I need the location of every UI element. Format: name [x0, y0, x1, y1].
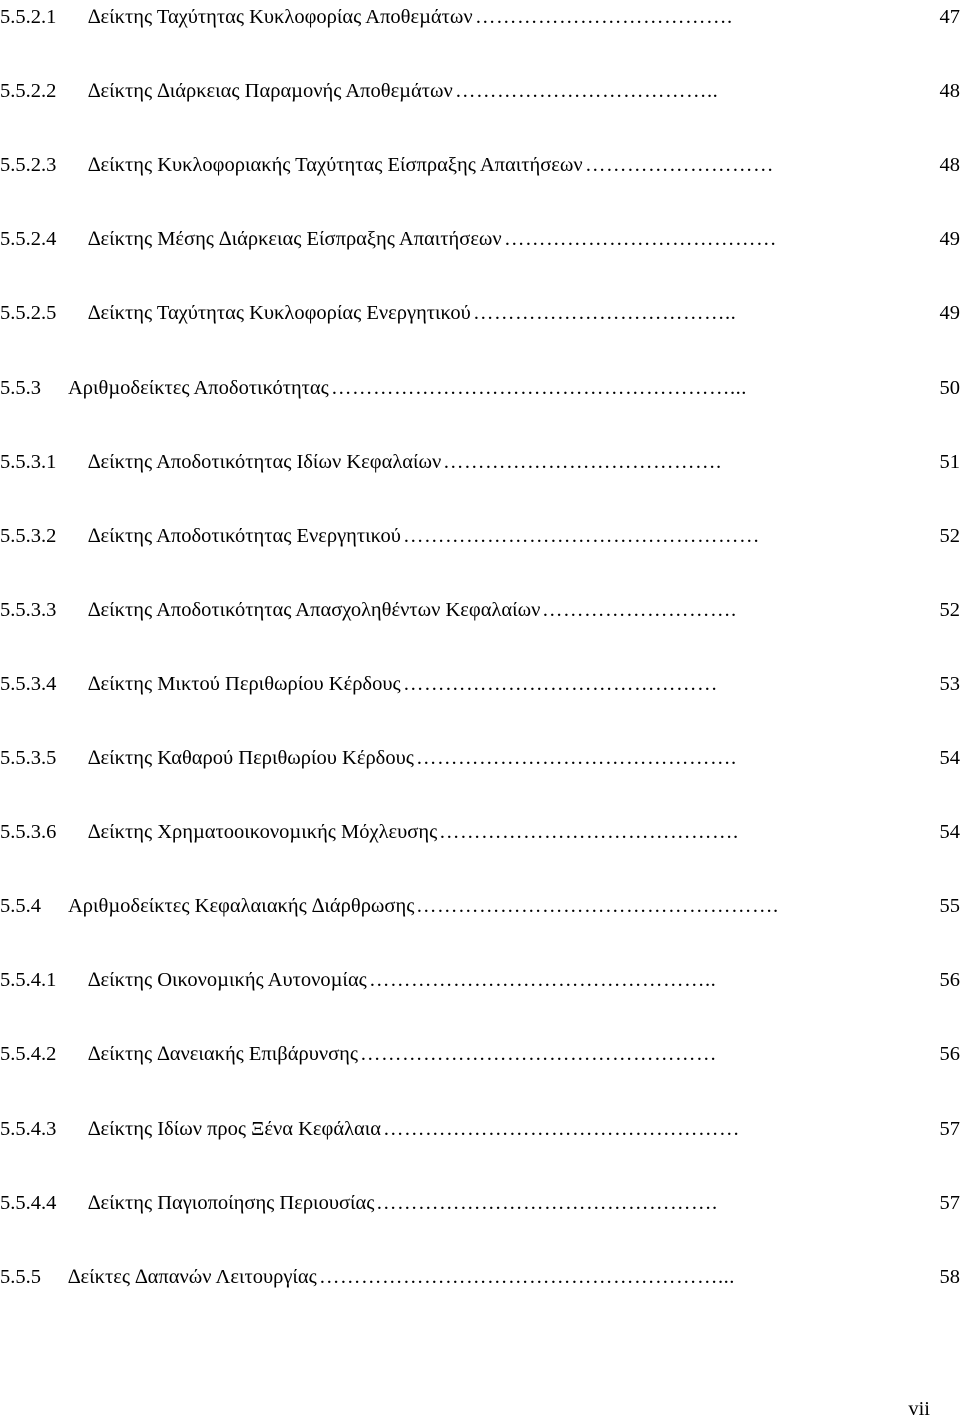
toc-entry-leader: ……………………………………………: [383, 1117, 740, 1140]
toc-entry-leader: ………………………: [585, 154, 774, 177]
toc-entry-number: 5.5.4.1: [0, 969, 57, 992]
toc-entry-title: ∆είκτης Κυκλοφοριακής Ταχύτητας Είσπραξης Απαιτήσεων: [88, 154, 583, 177]
toc-entry-leader: …………………………………: [504, 228, 777, 251]
toc-entry-leader: …………………………………….: [439, 821, 739, 844]
toc-entry-leader: ………………………………..: [473, 302, 737, 325]
toc-entry-title: ∆είκτης ∆ανειακής Επιβάρυνσης: [88, 1043, 359, 1066]
toc-entry-page: 48: [939, 80, 960, 103]
toc-entry-number: 5.5.3: [0, 376, 41, 399]
toc-entry-number: 5.5.4: [0, 895, 41, 918]
toc-entry-number: 5.5.3.1: [0, 450, 57, 473]
toc-entry[interactable]: [0, 1112, 960, 1146]
toc-entry[interactable]: [0, 667, 960, 701]
toc-entry-title: ∆είκτης Ταχύτητας Κυκλοφορίας Αποθεµάτων: [88, 6, 473, 28]
toc-entry-number: 5.5.2.4: [0, 228, 57, 251]
toc-entry-title: Αριθµοδείκτες Κεφαλαιακής ∆ιάρθρωσης: [68, 895, 415, 918]
toc-entry-number: 5.5.3.5: [0, 747, 57, 769]
toc-entry[interactable]: [0, 1186, 960, 1220]
toc-entry-leader: ……………………………………….: [416, 747, 737, 769]
toc-entry[interactable]: [0, 371, 960, 405]
page-number: vii: [908, 1398, 930, 1420]
toc-entry-title: ∆είκτης Μέσης ∆ιάρκειας Είσπραξης Απαιτήσεων: [88, 228, 502, 251]
toc-entry-number: 5.5.4.2: [0, 1043, 57, 1066]
toc-entry[interactable]: [0, 296, 960, 330]
toc-entry-number: 5.5.3.2: [0, 524, 57, 547]
toc-entry-number: 5.5.3.4: [0, 672, 57, 695]
toc-entry[interactable]: [0, 222, 960, 256]
toc-entry-title: ∆είκτης Αποδοτικότητας Ενεργητικού: [88, 524, 401, 547]
toc-entry-number: 5.5.2.3: [0, 154, 57, 177]
toc-entry-title: ∆είκτης Ταχύτητας Κυκλοφορίας Ενεργητικού: [88, 302, 471, 325]
toc-entry-leader: …………………………………………..: [369, 969, 717, 992]
toc-entry-leader: …………………………………………………...: [319, 1265, 735, 1288]
toc-entry-number: 5.5.3.6: [0, 821, 57, 844]
toc-entry-page: 48: [939, 154, 960, 177]
toc-entry-page: 52: [939, 524, 960, 547]
toc-entry-title: ∆είκτης ∆ιάρκειας Παραµονής Αποθεµάτων: [88, 80, 453, 103]
toc-entry[interactable]: [0, 445, 960, 479]
toc-entry-number: 5.5.3.3: [0, 598, 57, 621]
toc-entry-leader: ……………………….: [542, 598, 737, 621]
toc-entry-page: 55: [939, 895, 960, 918]
toc-entry[interactable]: [0, 1260, 960, 1294]
toc-entry[interactable]: [0, 0, 960, 34]
toc-entry[interactable]: [0, 74, 960, 108]
toc-entry-leader: ………………………………………: [403, 672, 718, 695]
toc-entry-title: ∆είκτες ∆απανών Λειτουργίας: [68, 1265, 317, 1288]
toc-entry-leader: …………………………………………………...: [331, 376, 747, 399]
toc-entry-title: ∆είκτης Καθαρού Περιθωρίου Κέρδους: [88, 747, 414, 769]
toc-entry[interactable]: [0, 148, 960, 182]
toc-entry[interactable]: [0, 815, 960, 849]
toc-entry-leader: ………………………………..: [455, 80, 719, 103]
toc-entry-page: 57: [939, 1191, 960, 1214]
toc-entry-page: 51: [939, 450, 960, 473]
toc-entry-page: 53: [939, 672, 960, 695]
toc-entry-number: 5.5.5: [0, 1265, 41, 1288]
toc-entry-title: Αριθµοδείκτες Αποδοτικότητας: [68, 376, 329, 399]
toc-entry-leader: ……………………………….: [475, 6, 733, 28]
toc-entry-page: 57: [939, 1117, 960, 1140]
toc-entry-title: ∆είκτης Παγιοποίησης Περιουσίας: [88, 1191, 375, 1214]
toc-entry-page: 54: [939, 821, 960, 844]
toc-entry-number: 5.5.4.4: [0, 1191, 57, 1214]
toc-entry-number: 5.5.2.2: [0, 80, 57, 103]
toc-entry-leader: ……………………………………………: [403, 524, 760, 547]
toc-entry-page: 52: [939, 598, 960, 621]
toc-entry-title: ∆είκτης Αποδοτικότητας Απασχοληθέντων Κεφαλαίων: [88, 598, 541, 621]
toc-entry-title: ∆είκτης Ιδίων προς Ξένα Κεφάλαια: [88, 1117, 382, 1140]
toc-entry[interactable]: [0, 741, 960, 775]
toc-entry-title: ∆είκτης Αποδοτικότητας Ιδίων Κεφαλαίων: [88, 450, 442, 473]
toc-entry-title: ∆είκτης Χρηµατοοικονοµικής Μόχλευσης: [88, 821, 438, 844]
toc-entry-page: 54: [939, 747, 960, 769]
toc-entry-number: 5.5.4.3: [0, 1117, 57, 1140]
toc-entry-leader: ……………………………………………: [360, 1043, 717, 1066]
toc-entry-page: 47: [939, 6, 960, 28]
toc-entry-page: 58: [939, 1265, 960, 1288]
toc-entry-leader: ………………………………….: [443, 450, 722, 473]
toc-entry[interactable]: [0, 963, 960, 997]
toc-entry-number: 5.5.2.5: [0, 302, 57, 325]
toc-entry[interactable]: [0, 1037, 960, 1071]
toc-entry-leader: …………………………………………….: [416, 895, 779, 918]
toc-entry-leader: ………………………………………….: [376, 1191, 718, 1214]
toc-entry-page: 56: [939, 969, 960, 992]
toc-entry-page: 56: [939, 1043, 960, 1066]
toc-entry[interactable]: [0, 519, 960, 553]
toc-entry-number: 5.5.2.1: [0, 6, 57, 28]
toc-entry-page: 50: [939, 376, 960, 399]
toc-entry[interactable]: [0, 889, 960, 923]
toc-entry[interactable]: [0, 593, 960, 627]
toc-entry-page: 49: [939, 302, 960, 325]
toc-entry-title: ∆είκτης Μικτού Περιθωρίου Κέρδους: [88, 672, 401, 695]
toc-entry-title: ∆είκτης Οικονοµικής Αυτονοµίας: [88, 969, 367, 992]
toc-entry-page: 49: [939, 228, 960, 251]
